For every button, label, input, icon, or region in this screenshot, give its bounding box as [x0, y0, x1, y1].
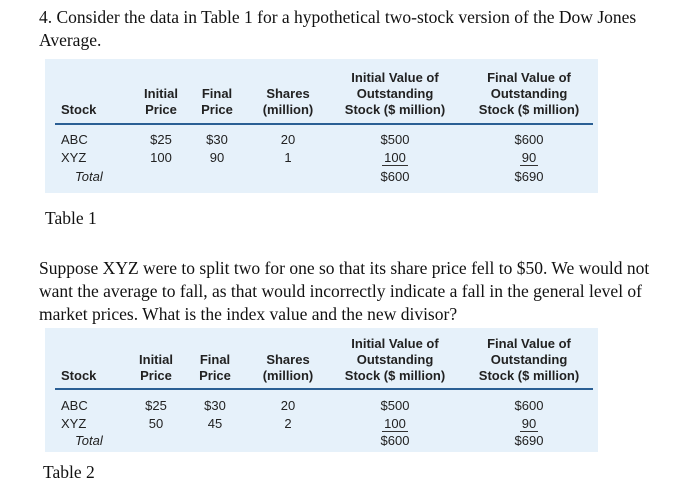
table-row-final-value: 90 [521, 416, 537, 431]
header-final-price: Final Price [201, 86, 233, 117]
table-row-shares: 20 [280, 398, 296, 413]
table-1-caption: Table 1 [45, 208, 97, 228]
table-row-stock: ABC [61, 132, 88, 147]
header-rule [55, 388, 593, 390]
table-row-final-price: 45 [207, 416, 223, 431]
total-final-value: $690 [514, 433, 544, 448]
table-row-initial-price: $25 [150, 132, 172, 147]
table-row-shares: 2 [284, 416, 292, 431]
header-rule [55, 123, 593, 125]
table-row-initial-value: $500 [380, 398, 410, 413]
total-initial-value: $600 [380, 433, 410, 448]
table-row-initial-value: $500 [380, 132, 410, 147]
table-row-initial-price: 50 [148, 416, 164, 431]
total-label: Total [75, 169, 103, 184]
header-initial-value: Initial Value of Outstanding Stock ($ million) [344, 70, 446, 117]
table-row-final-value: $600 [514, 132, 544, 147]
header-final-value: Final Value of Outstanding Stock ($ million) [478, 70, 580, 117]
table-row-shares: 20 [280, 132, 296, 147]
header-initial-value: Initial Value of Outstanding Stock ($ million) [344, 336, 446, 383]
table-row-final-value: 90 [521, 150, 537, 165]
table-row-stock: XYZ [61, 150, 87, 165]
total-label: Total [75, 433, 103, 448]
header-shares: Shares (million) [262, 86, 314, 117]
table-row-initial-price: 100 [150, 150, 172, 165]
header-shares: Shares (million) [262, 352, 314, 383]
table-row-shares: 1 [284, 150, 292, 165]
table-row-final-price: $30 [206, 132, 228, 147]
table-row-stock: XYZ [61, 416, 87, 431]
table-row-stock: ABC [61, 398, 88, 413]
header-final-price: Final Price [199, 352, 231, 383]
table-row-final-price: $30 [204, 398, 226, 413]
header-stock: Stock [61, 368, 97, 383]
header-final-value: Final Value of Outstanding Stock ($ million) [478, 336, 580, 383]
total-initial-value: $600 [380, 169, 410, 184]
table-row-initial-value: 100 [384, 150, 406, 165]
question-followup: Suppose XYZ were to split two for one so that its share price fell to $50. We would not want the average to fall, as that would incorrectly indicate a fall in the general level of market prices. What is the index value and the new divisor? [39, 258, 650, 324]
table-2 [45, 328, 598, 452]
header-initial-price: Initial Price [139, 352, 173, 383]
table-row-initial-price: $25 [145, 398, 167, 413]
table-row-final-value: $600 [514, 398, 544, 413]
header-initial-price: Initial Price [144, 86, 178, 117]
table-row-initial-value: 100 [384, 416, 406, 431]
header-stock: Stock [61, 102, 97, 117]
total-final-value: $690 [514, 169, 544, 184]
table-1 [45, 59, 598, 193]
table-2-caption: Table 2 [43, 462, 95, 482]
question-intro: 4. Consider the data in Table 1 for a hypothetical two-stock version of the Dow Jones Average. [39, 7, 637, 50]
table-row-final-price: 90 [209, 150, 225, 165]
